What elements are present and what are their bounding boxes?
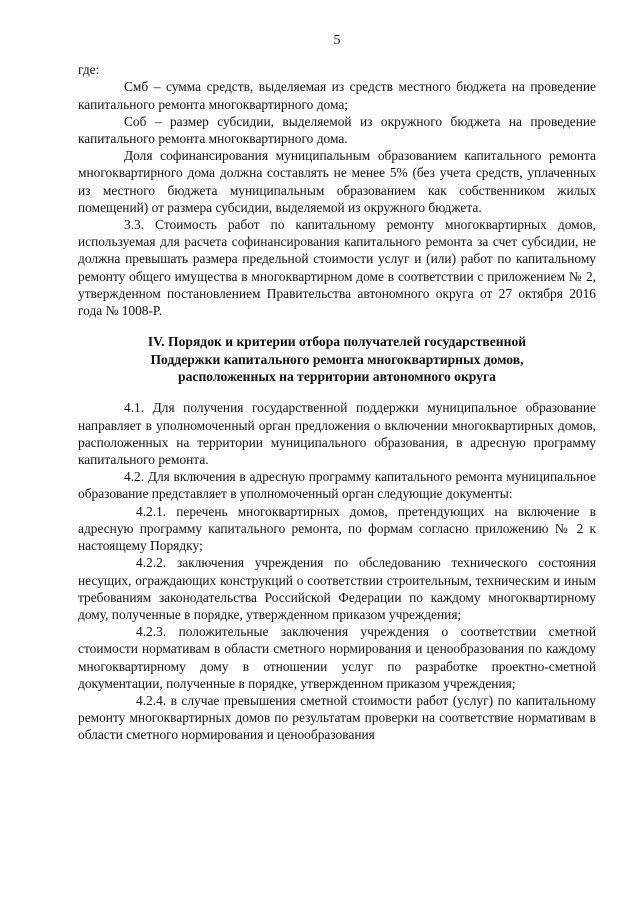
paragraph-4-2-1: 4.2.1. перечень многоквартирных домов, претендующих на включение в адресную программу капитального ремонта, по формам согласно приложению № 2 к настоящему Порядку;: [78, 503, 596, 554]
section-heading-line-3: расположенных на территории автономного округа: [178, 369, 496, 385]
section-heading-line-2: Поддержки капитального ремонта многоквартирных домов,: [150, 351, 524, 367]
paragraph-4-2-4: 4.2.4. в случае превышения сметной стоимости работ (услуг) по капитальному ремонту многоквартирных домов по результатам проверки на соответствие нормативам в области сметного нормирования и ценообразования: [78, 692, 596, 743]
paragraph-smb-definition: Смб – сумма средств, выделяемая из средств местного бюджета на проведение капитального ремонта многоквартирного дома;: [78, 79, 596, 112]
paragraph-sob-definition: Соб – размер субсидии, выделяемой из окружного бюджета на проведение капитального ремонта многоквартирного дома.: [78, 113, 596, 147]
paragraph-4-2-3: 4.2.3. положительные заключения учреждения о соответствии сметной стоимости нормативам в области сметного нормирования и ценообразования по каждому многоквартирному дому в отношении услуг по разработке проектно-сметной документации, полученные в порядке, утвержденном приказом учреждения;: [78, 624, 596, 691]
paragraph-4-1: 4.1. Для получения государственной поддержки муниципальное образование направляет в уполномоченный орган предложения о включении многоквартирных домов, расположенных на территории муниципального образования, в адресную программу капитального ремонта.: [78, 400, 596, 468]
paragraph-cofinancing-share: Доля софинансирования муниципальным образованием капитального ремонта многоквартирного дома должна составлять не менее 5% (без учета средств, уплаченных из местного бюджета муниципальным образованием как собственником жилых помещений) от размера субсидии, выделяемой из окружного бюджета.: [78, 148, 596, 215]
section-heading-line-1: IV. Порядок и критерии отбора получателей государственной: [147, 334, 527, 350]
page-number: 5: [333, 33, 341, 48]
section-heading: [78, 333, 596, 385]
paragraph-4-2: 4.2. Для включения в адресную программу капитального ремонта муниципальное образование представляет в уполномоченный орган следующие документы:: [78, 469, 596, 502]
paragraph-4-2-2: 4.2.2. заключения учреждения по обследованию технического состояния несущих, ограждающих конструкций о соответствии строительным, техническим и иным требованиям законодательства Российской Федерации по каждому многоквартирному дому, полученные в порядке, утвержденном приказом учреждения;: [78, 555, 596, 622]
paragraph-3-3: 3.3. Стоимость работ по капитальному ремонту многоквартирных домов, используемая для расчета софинансирования капитального ремонта за счет субсидии, не должна превышать размера предельной стоимости услуг и (или) работ по капитальному ремонту общего имущества в многоквартирном доме в соответствии с приложением № 2, утвержденном постановлением Правительства автономного округа от 27 октября 2016 года № 1008-Р.: [78, 217, 596, 319]
paragraph-where: где:: [78, 62, 100, 78]
